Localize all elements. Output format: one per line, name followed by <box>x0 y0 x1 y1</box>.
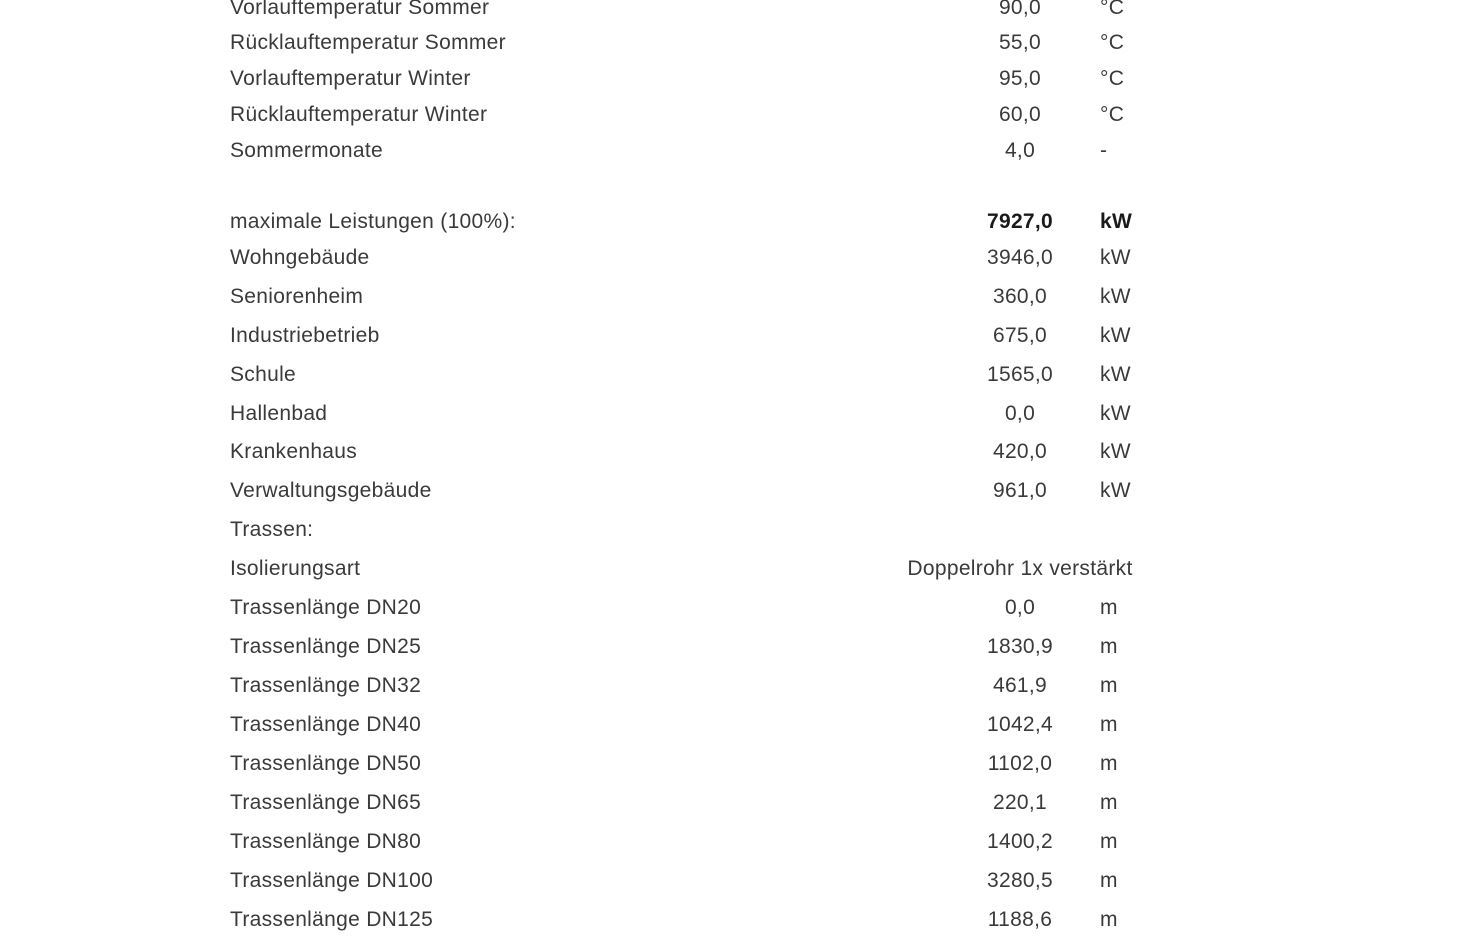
row-trassen-header <box>0 512 1460 548</box>
row-unit: m <box>1100 713 1118 736</box>
row-value: 1102,0 <box>987 752 1053 775</box>
row-label: Trassenlänge DN32 <box>230 674 422 697</box>
row-label: Trassenlänge DN65 <box>230 791 422 814</box>
row-unit: m <box>1100 791 1118 814</box>
row-value: 1188,6 <box>987 908 1053 931</box>
row-label: Seniorenheim <box>230 285 364 308</box>
row-value: 55,0 <box>998 31 1042 54</box>
row-label: Hallenbad <box>230 402 328 425</box>
row-unit: kW <box>1100 210 1133 233</box>
row-pipe <box>0 629 1460 665</box>
row-isolierungsart <box>0 551 1460 587</box>
row-unit: kW <box>1100 402 1131 425</box>
row-unit: kW <box>1100 246 1131 269</box>
row-value: 90,0 <box>998 0 1042 19</box>
row-vorlauf-winter <box>0 61 1460 97</box>
row-unit: m <box>1100 596 1118 619</box>
row-value: 961,0 <box>992 479 1048 502</box>
row-value: 0,0 <box>1004 402 1036 425</box>
row-unit: m <box>1100 635 1118 658</box>
row-ruecklauf-sommer <box>0 25 1460 61</box>
row-value: 3280,5 <box>986 869 1054 892</box>
row-value: 1042,4 <box>986 713 1054 736</box>
row-value: 1565,0 <box>986 363 1054 386</box>
row-unit: °C <box>1100 0 1125 19</box>
row-value: 420,0 <box>992 440 1048 463</box>
row-value: 0,0 <box>1004 596 1036 619</box>
row-label: maximale Leistungen (100%): <box>230 210 516 233</box>
row-building <box>0 240 1460 276</box>
row-pipe <box>0 668 1460 704</box>
row-label: Trassenlänge DN25 <box>230 635 422 658</box>
row-value: 1400,2 <box>986 830 1054 853</box>
row-building <box>0 357 1460 393</box>
row-max-power <box>0 204 1460 240</box>
row-unit: kW <box>1100 324 1131 347</box>
row-building <box>0 279 1460 315</box>
row-label: Isolierungsart <box>230 557 361 580</box>
row-value: Doppelrohr 1x verstärkt <box>907 557 1133 580</box>
row-label: Trassenlänge DN125 <box>230 908 434 931</box>
section-heading: Trassen: <box>230 518 314 541</box>
row-label: Trassenlänge DN100 <box>230 869 434 892</box>
row-unit: kW <box>1100 440 1131 463</box>
row-value: 60,0 <box>998 103 1042 126</box>
row-pipe <box>0 785 1460 821</box>
row-unit: - <box>1100 139 1108 162</box>
row-label: Krankenhaus <box>230 440 358 463</box>
row-label: Rücklauftemperatur Sommer <box>230 31 506 54</box>
row-building <box>0 318 1460 354</box>
row-value: 7927,0 <box>986 210 1054 233</box>
row-unit: °C <box>1100 67 1125 90</box>
row-label: Wohngebäude <box>230 246 370 269</box>
row-label: Trassenlänge DN40 <box>230 713 422 736</box>
row-unit: m <box>1100 752 1118 775</box>
row-pipe <box>0 824 1460 860</box>
row-pipe <box>0 902 1460 938</box>
row-unit: m <box>1100 869 1118 892</box>
row-label: Schule <box>230 363 297 386</box>
row-pipe <box>0 590 1460 626</box>
row-building <box>0 434 1460 470</box>
row-value: 360,0 <box>992 285 1048 308</box>
row-unit: kW <box>1100 363 1131 386</box>
row-value: 1830,9 <box>986 635 1054 658</box>
row-label: Rücklauftemperatur Winter <box>230 103 488 126</box>
row-value: 3946,0 <box>986 246 1054 269</box>
row-building <box>0 473 1460 509</box>
row-vorlauf-sommer <box>0 0 1460 26</box>
row-label: Vorlauftemperatur Winter <box>230 67 471 90</box>
row-label: Industriebetrieb <box>230 324 380 347</box>
row-pipe <box>0 863 1460 899</box>
row-value: 4,0 <box>1004 139 1036 162</box>
row-value: 675,0 <box>992 324 1048 347</box>
row-unit: m <box>1100 674 1118 697</box>
row-unit: kW <box>1100 285 1131 308</box>
row-unit: m <box>1100 830 1118 853</box>
row-unit: °C <box>1100 31 1125 54</box>
row-value: 461,9 <box>992 674 1048 697</box>
row-label: Vorlauftemperatur Sommer <box>230 0 490 19</box>
row-pipe <box>0 746 1460 782</box>
row-sommermonate <box>0 133 1460 169</box>
row-label: Trassenlänge DN80 <box>230 830 422 853</box>
row-label: Verwaltungsgebäude <box>230 479 432 502</box>
row-value: 220,1 <box>992 791 1048 814</box>
row-unit: kW <box>1100 479 1131 502</box>
row-ruecklauf-winter <box>0 97 1460 133</box>
row-label: Trassenlänge DN50 <box>230 752 422 775</box>
row-value: 95,0 <box>998 67 1042 90</box>
row-pipe <box>0 707 1460 743</box>
row-building <box>0 396 1460 432</box>
row-label: Sommermonate <box>230 139 383 162</box>
row-unit: °C <box>1100 103 1125 126</box>
row-unit: m <box>1100 908 1118 931</box>
row-label: Trassenlänge DN20 <box>230 596 422 619</box>
